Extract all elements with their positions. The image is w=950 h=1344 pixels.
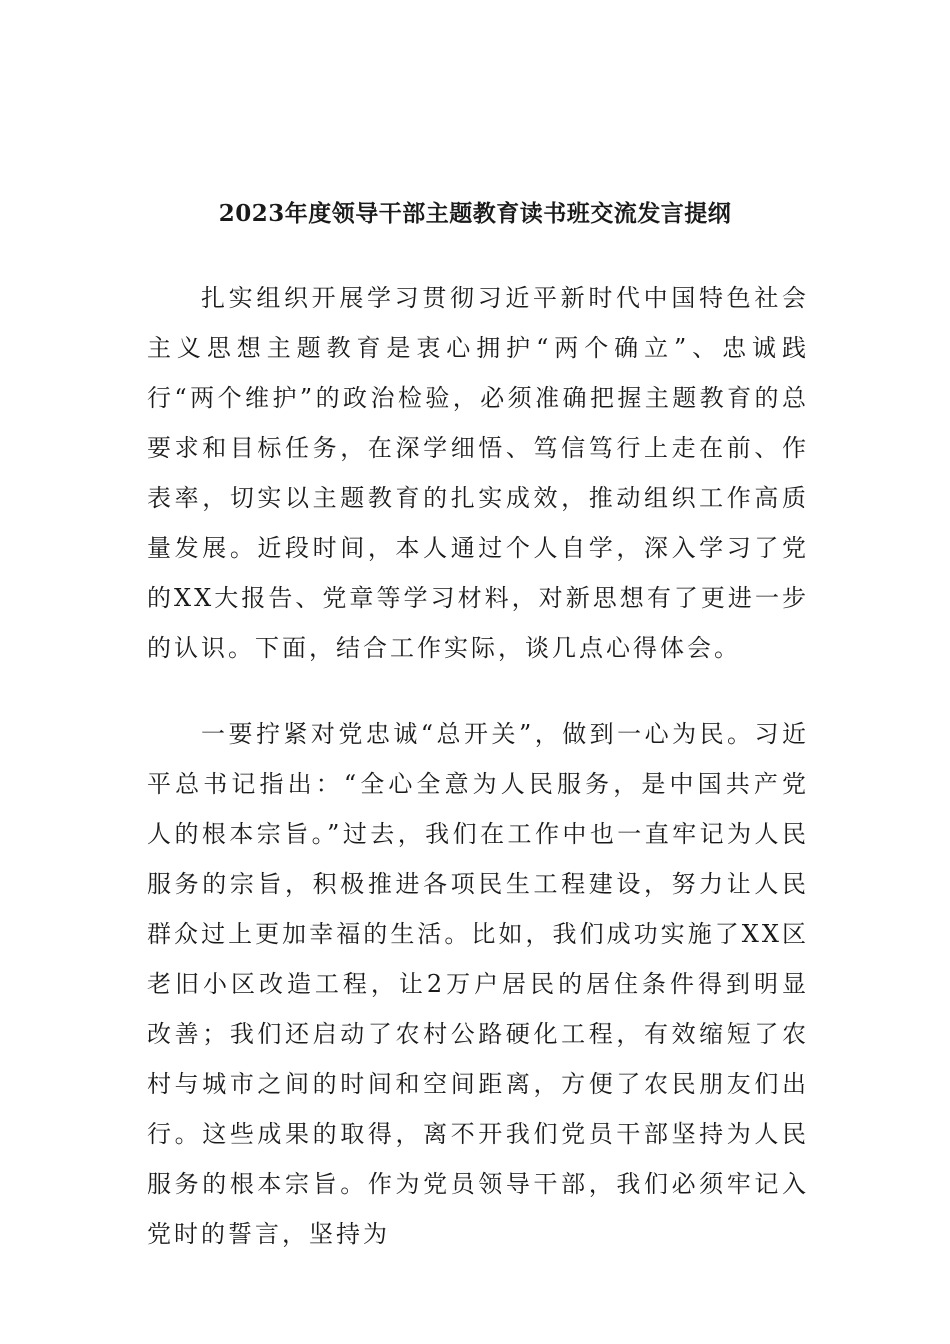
body-paragraph: 一要拧紧对党忠诚“总开关”，做到一心为民。习近平总书记指出：“全心全意为人民服务，是中国共产党人的根本宗旨。”过去，我们在工作中也一直牢记为人民服务的宗旨，积极推进各项民生工程建设，努力让人民群众过上更加幸福的生活。比如，我们成功实施了XX区老旧小区改造工程，让2万户居民的居住条件得到明显改善；我们还启动了农村公路硬化工程，有效缩短了农村与城市之间的时间和空间距离，方便了农民朋友们出行。这些成果的取得，离不开我们党员干部坚持为人民服务的根本宗旨。作为党员领导干部，我们必须牢记入党时的誓言，坚持为: [147, 720, 809, 1248]
document-title: 2023年度领导干部主题教育读书班交流发言提纲: [218, 200, 732, 227]
body-paragraph: 扎实组织开展学习贯彻习近平新时代中国特色社会主义思想主题教育是衷心拥护“两个确立”、忠诚践行“两个维护”的政治检验，必须准确把握主题教育的总要求和目标任务，在深学细悟、笃信笃行上走在前、作表率，切实以主题教育的扎实成效，推动组织工作高质量发展。近段时间，本人通过个人自学，深入学习了党的XX大报告、党章等学习材料，对新思想有了更进一步的认识。下面，结合工作实际，谈几点心得体会。: [147, 284, 809, 662]
